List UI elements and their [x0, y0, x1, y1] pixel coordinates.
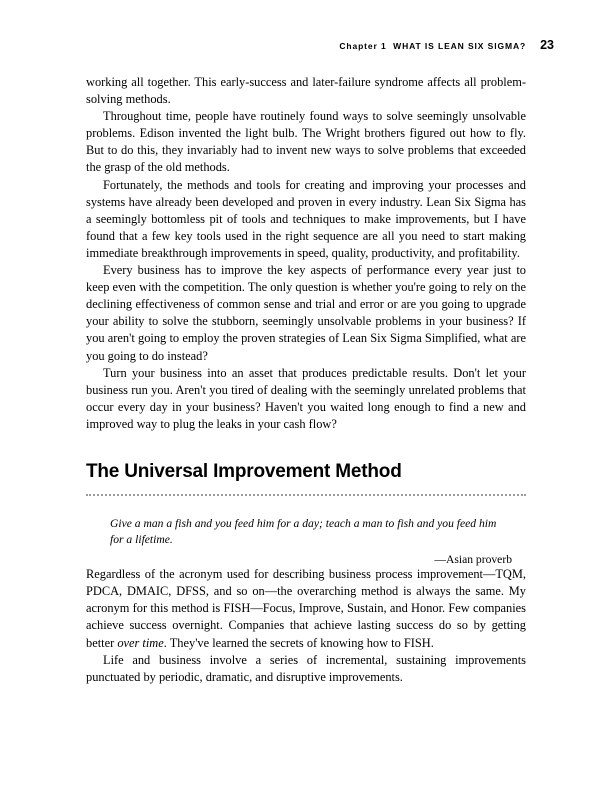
page-number: 23 — [540, 38, 554, 52]
running-header — [0, 38, 554, 52]
pull-quote — [110, 516, 512, 566]
quote-attribution: —Asian proverb — [434, 553, 512, 567]
paragraph: Every business has to improve the key aspects of performance every year just to keep even with the competition. The only question is whether you're going to rely on the declining effectiveness of common sense and trial and error or are you going to upgrade your ability to solve the stubborn, seemingly unsolvable problems in your business? If you aren't going to employ the proven strategies of Lean Six Sigma Simplified, what are you going to do instead? — [86, 263, 526, 363]
header-chapter-label: Chapter 1 WHAT IS LEAN SIX SIGMA? — [339, 41, 527, 51]
paragraph: Life and business involve a series of incremental, sustaining improvements punctuated by periodic, dramatic, and disruptive improvements. — [86, 652, 526, 684]
section-divider — [86, 492, 526, 496]
paragraph: Throughout time, people have routinely found ways to solve seemingly unsolvable problems. Edison invented the light bulb. The Wright brothers figured out how to fly. But to do this, they invariably had to invent new ways to solve problems that exceeded the grasp of the old methods. — [86, 109, 526, 175]
paragraph: Fortunately, the methods and tools for creating and improving your processes and systems have already been developed and proven in every industry. Lean Six Sigma has a seemingly bottomless pit of tools and techniques to make improvements, but I have found that a few key tools used in the right sequence are all you need to start making immediate breakthrough improvements in speed, quality, productivity, and profitability. — [86, 177, 526, 260]
section-heading: The Universal Improvement Method — [86, 460, 402, 482]
paragraph: Regardless of the acronym used for describing business process improvement—TQM, PDCA, DMAIC, DFSS, and so on—the overarching method is always the same. My acronym for this method is FISH—Focus, Improve, Sustain, and Honor. Few companies achieve success overnight. Companies that achieve lasting success do so by getting better over time. They've learned the secrets of knowing how to FISH. — [86, 567, 526, 650]
paragraph: Turn your business into an asset that produces predictable results. Don't let your business run you. Aren't you tired of dealing with the seemingly unrelated problems that occur every day in your business? Haven't you waited long enough to find a new and improved way to plug the leaks in your cash flow? — [86, 365, 526, 431]
quote-text: Give a man a fish and you feed him for a day; teach a man to fish and you feed him for a lifetime. — [110, 516, 497, 546]
paragraph: working all together. This early-success and later-failure syndrome affects all problem-solving methods. — [86, 75, 526, 107]
page-content — [86, 74, 526, 686]
